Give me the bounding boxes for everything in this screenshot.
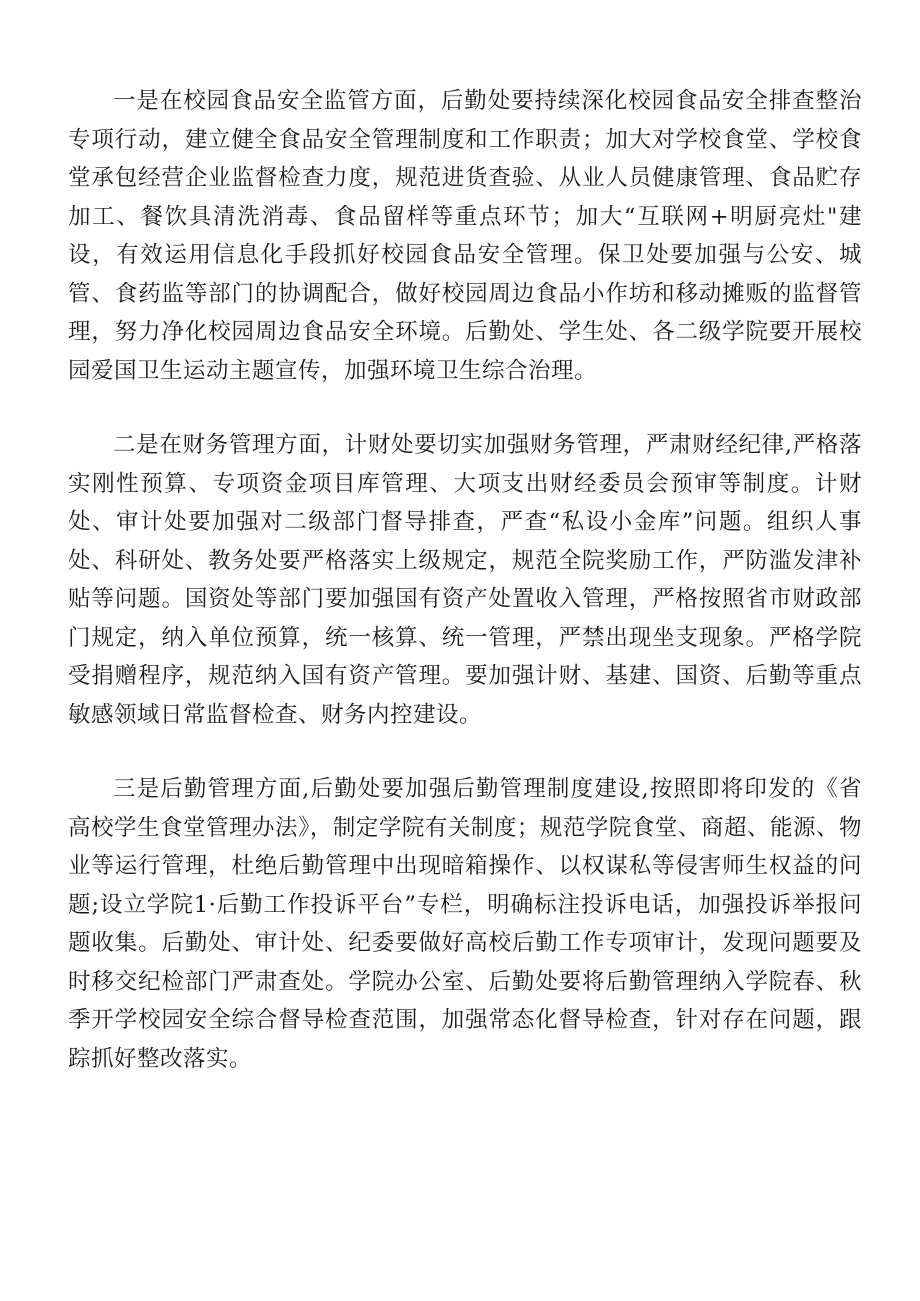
paragraph-logistics-management: 三是后勤管理方面,后勤处要加强后勤管理制度建设,按照即将印发的《省高校学生食堂管理办法》，制定学院有关制度；规范学院食堂、商超、能源、物业等运行管理，杜绝后勤管理中出现暗箱操作、以权谋私等侵害师生权益的问题;设立学院1·后勤工作投诉平台”专栏，明确标注投诉电话，加强投诉举报问题收集。后勤处、审计处、纪委要做好高校后勤工作专项审计，发现问题要及时移交纪检部门严肃查处。学院办公室、后勤处要将后勤管理纳入学院春、秋季开学校园安全综合督导检查范围，加强常态化督导检查，针对存在问题，跟踪抓好整改落实。 (68, 776, 862, 1072)
paragraph-financial-management: 二是在财务管理方面，计财处要切实加强财务管理，严肃财经纪律,严格落实刚性预算、专项资金项目库管理、大项支出财经委员会预审等制度。计财处、审计处要加强对二级部门督导排查，严查“私设小金库”问题。组织人事处、科研处、教务处要严格落实上级规定，规范全院奖励工作，严防滥发津补贴等问题。国资处等部门要加强国有资产处置收入管理，严格按照省市财政部门规定，纳入单位预算，统一核算、统一管理，严禁出现坐支现象。严格学院受捐赠程序，规范纳入国有资产管理。要加强计财、基建、国资、后勤等重点敏感领域日常监督检查、财务内控建设。 (68, 432, 862, 728)
paragraph-food-safety: 一是在校园食品安全监管方面，后勤处要持续深化校园食品安全排查整治专项行动，建立健全食品安全管理制度和工作职责；加大对学校食堂、学校食堂承包经营企业监督检查力度，规范进货查验、从业人员健康管理、食品贮存加工、餐饮具清洗消毒、食品留样等重点环节；加大“互联网+明厨亮灶"建设，有效运用信息化手段抓好校园食品安全管理。保卫处要加强与公安、城管、食药监等部门的协调配合，做好校园周边食品小作坊和移动摊贩的监督管理，努力净化校园周边食品安全环境。后勤处、学生处、各二级学院要开展校园爱国卫生运动主题宣传，加强环境卫生综合治理。 (68, 88, 862, 384)
